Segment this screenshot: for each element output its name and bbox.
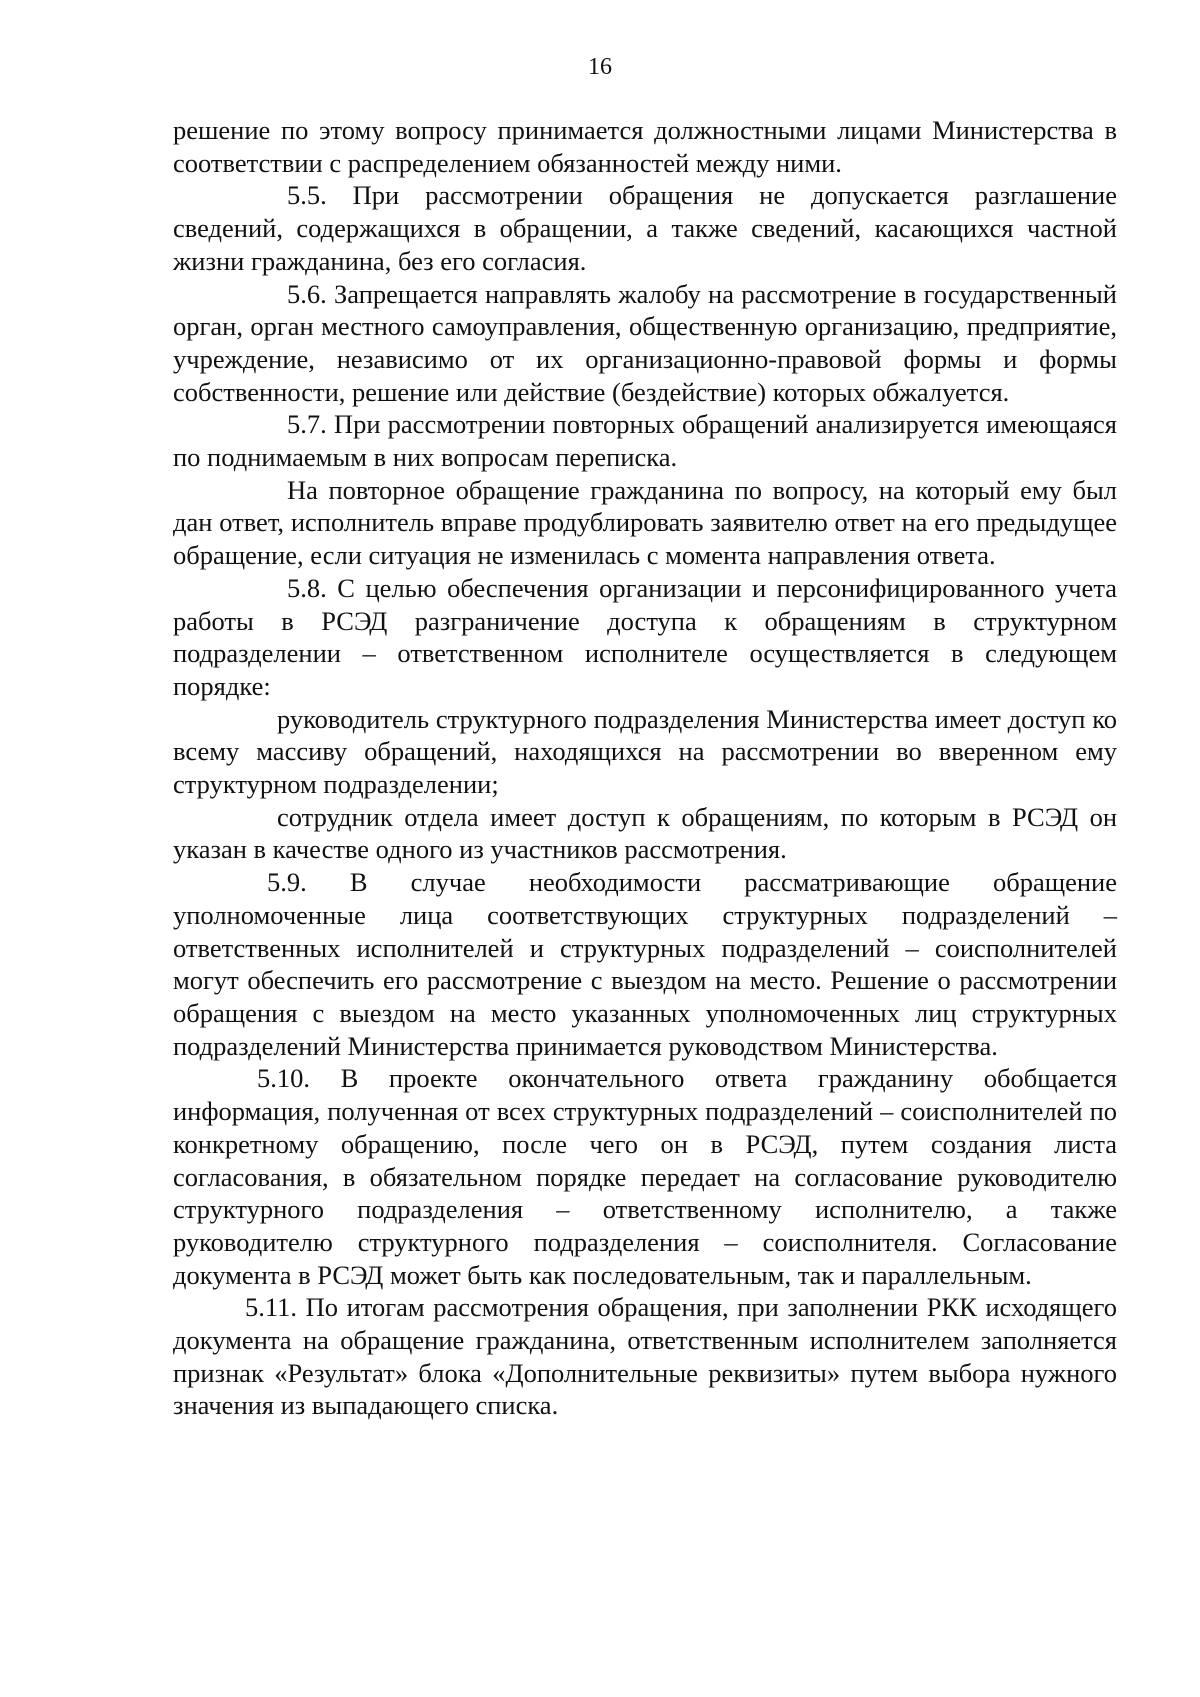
document-body	[173, 114, 1117, 1422]
paragraph-5-5: 5.5. При рассмотрении обращения не допускается разглашение сведений, содержащихся в обращении, а также сведений, касающихся частной жизни гражданина, без его согласия.	[173, 180, 1117, 276]
paragraph-head-access: руководитель структурного подразделения Министерства имеет доступ ко всему массиву обращений, находящихся на рассмотрении во вверенном ему структурном подразделении;	[173, 703, 1117, 800]
page-number: 16	[588, 54, 612, 80]
paragraph-5-8: 5.8. С целью обеспечения организации и персонифицированного учета работы в РСЭД разграничение доступа к обращениям в структурном подразделении – ответственном исполнителе осуществляется в следующем порядке:	[173, 572, 1117, 701]
paragraph-5-7: 5.7. При рассмотрении повторных обращений анализируется имеющаяся по поднимаемым в них вопросам переписка.	[173, 409, 1117, 473]
paragraph-employee-access: сотрудник отдела имеет доступ к обращениям, по которым в РСЭД он указан в качестве одного из участников рассмотрения.	[173, 801, 1117, 865]
paragraph-repeat-appeal: На повторное обращение гражданина по вопросу, на который ему был дан ответ, исполнитель вправе продублировать заявителю ответ на его предыдущее обращение, если ситуация не изменилась с момента направления ответа.	[173, 474, 1117, 571]
paragraph-5-9: 5.9. В случае необходимости рассматривающие обращение уполномоченные лица соответствующих структурных подразделений – ответственных исполнителей и структурных подразделений – соисполнителей могут обеспечить его рассмотрение с выездом на место. Решение о рассмотрении обращения с выездом на место указанных уполномоченных лиц структурных подразделений Министерства принимается руководством Министерства.	[173, 867, 1117, 1061]
paragraph-5-6: 5.6. Запрещается направлять жалобу на рассмотрение в государственный орган, орган местного самоуправления, общественную организацию, предприятие, учреждение, независимо от их организационно-правовой формы и формы собственности, решение или действие (бездействие) которых обжалуется.	[173, 278, 1117, 407]
paragraph-5-10: 5.10. В проекте окончательного ответа гражданину обобщается информация, полученная от всех структурных подразделений – соисполнителей по конкретному обращению, после чего он в РСЭД, путем создания листа согласования, в обязательном порядке передает на согласование руководителю структурного подразделения – ответственному исполнителю, а также руководителю структурного подразделения – соисполнителя. Согласование документа в РСЭД может быть как последовательным, так и параллельным.	[173, 1063, 1117, 1290]
paragraph-5-11: 5.11. По итогам рассмотрения обращения, при заполнении РКК исходящего документа на обращение гражданина, ответственным исполнителем заполняется признак «Результат» блока «Дополнительные реквизиты» путем выбора нужного значения из выпадающего списка.	[173, 1292, 1117, 1421]
paragraph-continuation: решение по этому вопросу принимается должностными лицами Министерства в соответствии с распределением обязанностей между ними.	[173, 115, 1117, 178]
